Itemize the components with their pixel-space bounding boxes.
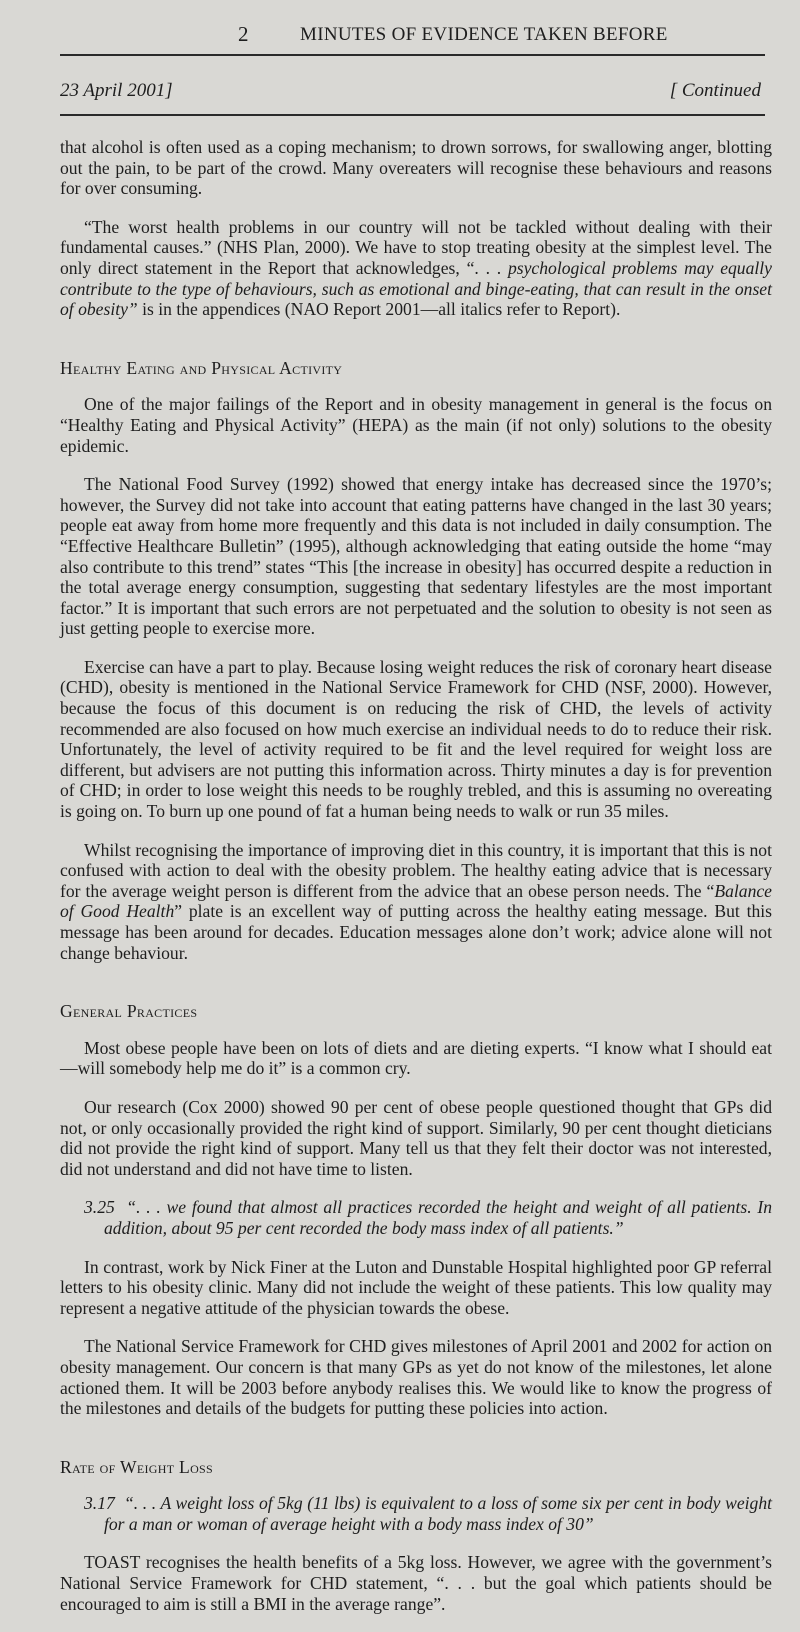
paragraph: One of the major failings of the Report and in obesity management in general is the focus on “Healthy Eating and Physical Activity” (HEPA) as the main (if not only) solutions to the obesity epidemic. bbox=[60, 394, 772, 456]
running-head bbox=[0, 22, 800, 46]
paragraph: Exercise can have a part to play. Because losing weight reduces the risk of coronary heart disease (CHD), obesity is mentioned in the National Service Framework for CHD (NSF, 2000). However, because the focus of this document is on reducing the risk of CHD, the levels of activity recommended are also focused on how much exercise an individual needs to do to reduce their risk. Unfortunately, the level of activity required to be fit and the level required for weight loss are different, but advisers are not putting this information across. Thirty minutes a day is for prevention of CHD; in order to lose weight this needs to be roughly trebled, and this is assuming no overeating is going on. To burn up one pound of fat a human being needs to walk or run 35 miles. bbox=[60, 656, 772, 822]
paragraph bbox=[60, 217, 772, 320]
text-run: is in the appendices (NAO Report 2001—all italics refer to Report). bbox=[142, 299, 621, 320]
quote-number: 3.25 bbox=[84, 1197, 115, 1218]
section-heading: Rate of Weight Loss bbox=[60, 1456, 214, 1477]
running-title: MINUTES OF EVIDENCE TAKEN BEFORE bbox=[300, 24, 668, 45]
body-text bbox=[60, 137, 772, 1632]
paragraph: TOAST recognises the health benefits of a 5kg loss. However, we agree with the government’s National Service Framework for CHD statement, “. . . but the goal which patients should be encouraged to aim is still a BMI in the average range”. bbox=[60, 1552, 772, 1614]
paragraph: The National Service Framework for CHD gives milestones of April 2001 and 2002 for action on obesity management. Our concern is that many GPs as yet do not know of the milestones, let alone actioned them. It will be 2003 before anybody realises this. We would like to know the progress of the milestones and details of the budgets for putting these policies into action. bbox=[60, 1336, 772, 1419]
header-divider bbox=[60, 114, 765, 116]
quote-number: 3.17 bbox=[84, 1493, 115, 1514]
paragraph bbox=[60, 840, 772, 964]
section-heading: General Practices bbox=[60, 1001, 198, 1022]
paragraph: In contrast, work by Nick Finer at the Luton and Dunstable Hospital highlighted poor GP referral letters to his obesity clinic. Many did not include the weight of these patients. This low quality may represent a negative attitude of the physician towards the obese. bbox=[60, 1256, 772, 1318]
report-quote bbox=[60, 1197, 772, 1238]
text-run: “The worst health problems in our country will not be tackled without dealing with their fundamental causes.” (NHS Plan, 2000). We have to stop treating obesity at the simplest level. The only direct statement in the Report that acknowledges, “. . . bbox=[60, 216, 772, 278]
text-run: ” plate is an excellent way of putting across the healthy eating message. But this message has been around for decades. Education messages alone don’t work; advice alone will not change behaviour. bbox=[60, 901, 772, 963]
continued-label: [ Continued bbox=[669, 80, 761, 101]
section-heading: Healthy Eating and Physical Activity bbox=[60, 357, 343, 378]
italic-title: Balance of Good Health bbox=[60, 880, 772, 922]
top-divider bbox=[60, 54, 765, 56]
quote-text: “. . . A weight loss of 5kg (11 lbs) is equivalent to a loss of some six per cent in body weight for a man or woman of average height with a body mass index of 30” bbox=[104, 1493, 773, 1534]
page-number: 2 bbox=[238, 22, 249, 46]
italic-quote: psychological problems may equally contribute to the type of behaviours, such as emotional and binge-eating, that can result in the onset of obesity” bbox=[60, 257, 772, 320]
report-quote bbox=[60, 1493, 772, 1534]
text-run: Whilst recognising the importance of improving diet in this country, it is important that this is not confused with action to deal with the obesity problem. The healthy eating advice that is necessary for the average weight person is different from the advice that an obese person needs. The “ bbox=[60, 839, 772, 901]
paragraph: that alcohol is often used as a coping mechanism; to drown sorrows, for swallowing anger, blotting out the pain, to be part of the crowd. Many overeaters will recognise these behaviours and reasons for over consuming. bbox=[60, 137, 772, 199]
paragraph: Our research (Cox 2000) showed 90 per cent of obese people questioned thought that GPs did not, or only occasionally provided the right kind of support. Similarly, 90 per cent thought dieticians did not provide the right kind of support. Many tell us that they felt their doctor was not interested, did not understand and did not have time to listen. bbox=[60, 1096, 772, 1179]
paragraph: The National Food Survey (1992) showed that energy intake has decreased since the 1970’s; however, the Survey did not take into account that eating patterns have changed in the last 30 years; people eat away from home more frequently and this data is not included in daily consumption. The “Effective Healthcare Bulletin” (1995), although acknowledging that eating outside the home “may also contribute to this trend” states “This [the increase in obesity] has occurred despite a reduction in the total average energy consumption, suggesting that sedentary lifestyles are the most important factor.” It is important that such errors are not perpetuated and the solution to obesity is not seen as just getting people to exercise more. bbox=[60, 474, 772, 639]
session-date: 23 April 2001] bbox=[60, 80, 173, 101]
quote-text: “. . . we found that almost all practices recorded the height and weight of all patients. In addition, about 95 per cent recorded the body mass index of all patients.” bbox=[104, 1197, 772, 1238]
date-line bbox=[60, 80, 765, 106]
paragraph: Most obese people have been on lots of diets and are dieting experts. “I know what I should eat—will somebody help me do it” is a common cry. bbox=[60, 1037, 772, 1079]
